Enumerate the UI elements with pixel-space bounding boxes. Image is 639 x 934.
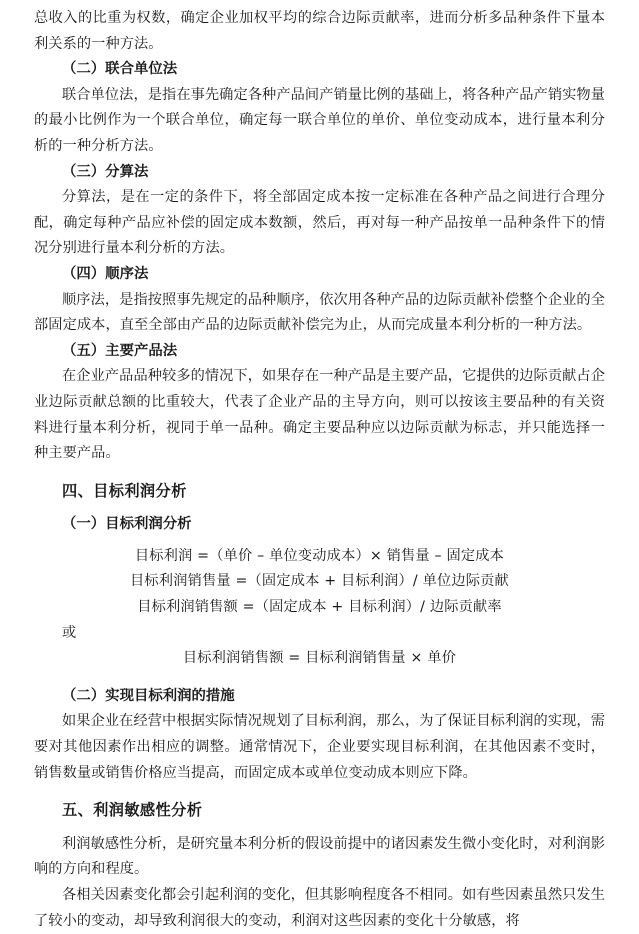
- section-heading-target-profit-analysis: （一）目标利润分析: [62, 516, 192, 533]
- section-heading-joint-unit-method: （二）联合单位法: [62, 61, 178, 78]
- section-heading-separate-calculation-method: （三）分算法: [62, 163, 149, 180]
- paragraph: 在企业产品品种较多的情况下，如果存在一种产品是主要产品，它提供的边际贡献占企业边际贡献总额的比重较大，代表了企业产品的主导方向，则可以按该主要品种的有关资料进行量本利分析，视同于单一品种。确定主要品种应以边际贡献为标志，并只能选择一种主要产品。: [34, 368, 605, 462]
- formula-target-profit-sales-amount: 目标利润销售额 =（固定成本 + 目标利润）/ 边际贡献率: [137, 599, 502, 616]
- section-heading-sequence-method: （四）顺序法: [62, 265, 149, 282]
- section-heading-measures-to-achieve-target-profit: （二）实现目标利润的措施: [62, 687, 235, 704]
- paragraph: 顺序法，是指按照事先规定的品种顺序，依次用各种产品的边际贡献补偿整个企业的全部固定成本，直至全部由产品的边际贡献补偿完为止，从而完成量本利分析的一种方法。: [34, 291, 605, 334]
- section-heading-main-product-method: （五）主要产品法: [62, 342, 178, 359]
- paragraph: 各相关因素变化都会引起利润的变化，但其影响程度各不相同。如有些因素虽然只发生了较小的变动，却导致利润很大的变动，利润对这些因素的变化十分敏感，将: [34, 887, 605, 929]
- formula-target-profit-sales-amount-alt: 目标利润销售额 = 目标利润销售量 × 单价: [182, 650, 457, 667]
- chapter-heading-profit-sensitivity-analysis: 五、利润敏感性分析: [62, 801, 203, 820]
- formula-group: [34, 544, 605, 621]
- paragraph: 联合单位法，是指在事先确定各种产品间产销量比例的基础上，将各种产品产销实物量的最小比例作为一个联合单位，确定每一联合单位的单价、单位变动成本，进行量本利分析的一种分析方法。: [34, 86, 605, 154]
- formula-target-profit-sales-volume: 目标利润销售量 =（固定成本 + 目标利润）/ 单位边际贡献: [130, 573, 509, 590]
- chapter-heading-target-profit-analysis: 四、目标利润分析: [62, 481, 187, 500]
- paragraph: 分算法，是在一定的条件下，将全部固定成本按一定标准在各种产品之间进行合理分配，确定每种产品应补偿的固定成本数额，然后，再对每一种产品按单一品种条件下的情况分别进行量本利分析的方法。: [34, 189, 605, 257]
- alternative-label: 或: [62, 624, 77, 641]
- formula-target-profit: 目标利润 =（单价 – 单位变动成本）× 销售量 – 固定成本: [134, 547, 505, 564]
- paragraph: 利润敏感性分析，是研究量本利分析的假设前提中的诸因素发生微小变化时，对利润影响的方向和程度。: [34, 835, 605, 878]
- paragraph: 如果企业在经营中根据实际情况规划了目标利润，那么，为了保证目标利润的实现，需要对其他因素作出相应的调整。通常情况下，企业要实现目标利润，在其他因素不变时，销售数量或销售价格应当提高，而固定成本或单位变动成本则应下降。: [34, 713, 605, 781]
- paragraph: 总收入的比重为权数，确定企业加权平均的综合边际贡献率，进而分析多品种条件下量本利关系的一种方法。: [34, 10, 605, 52]
